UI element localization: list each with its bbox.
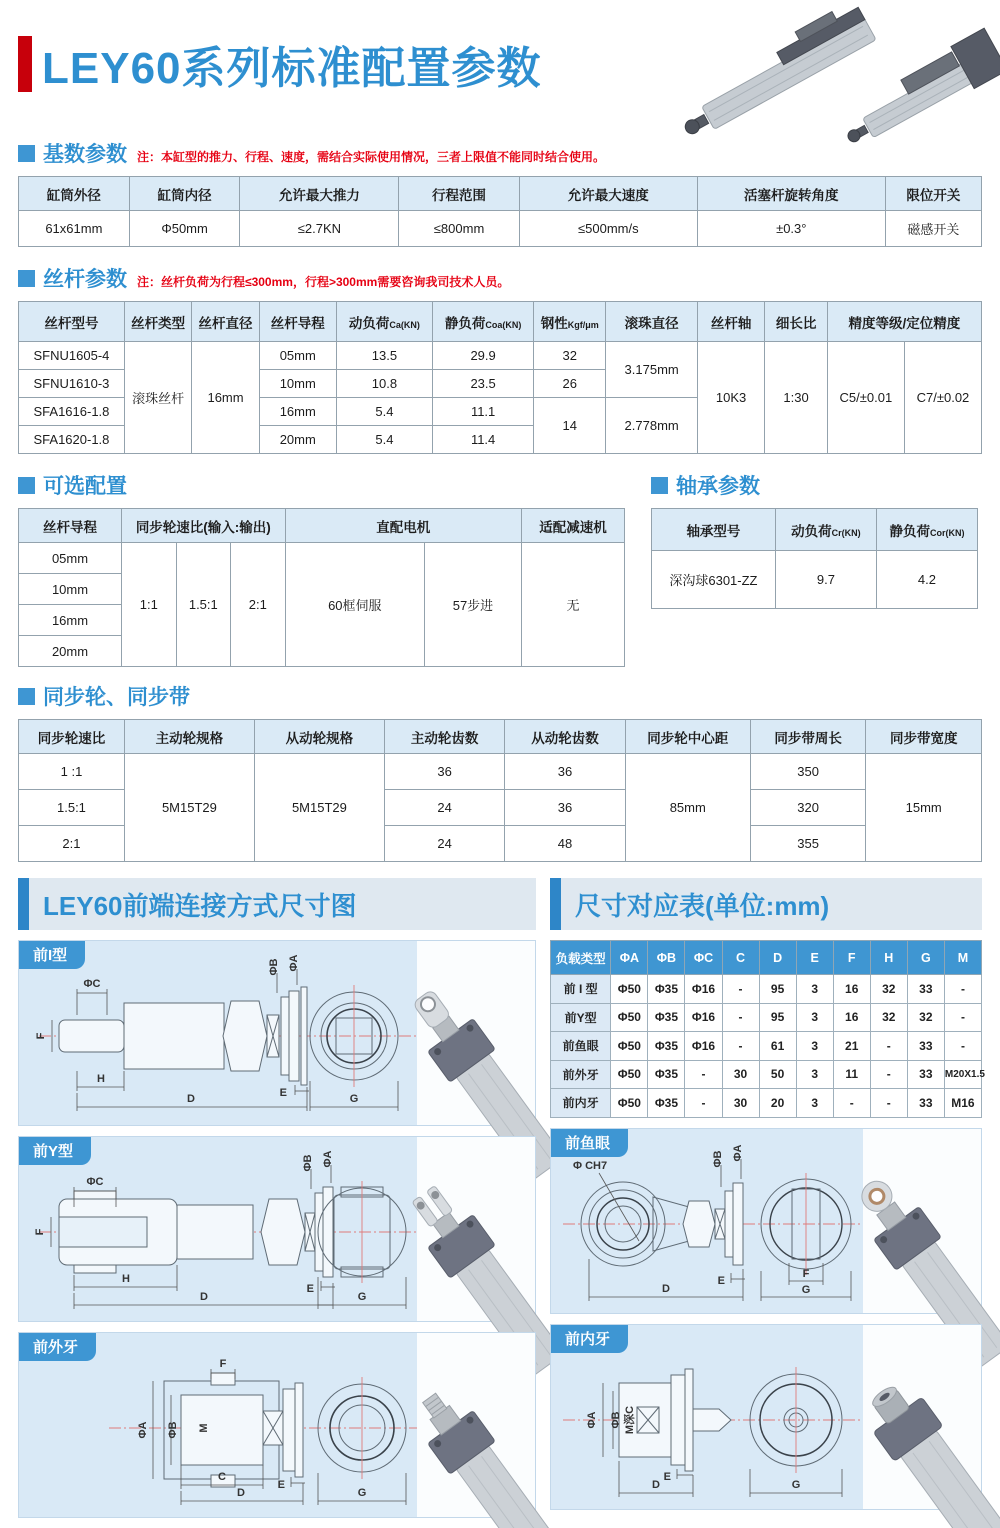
header-sub: Ca(KN) bbox=[389, 319, 420, 330]
cell: Φ50 bbox=[611, 1089, 648, 1118]
panel-front-internal-thread bbox=[550, 1324, 982, 1510]
cell: 2.778mm bbox=[606, 398, 697, 454]
cell: M16 bbox=[944, 1089, 981, 1118]
cell: 32 bbox=[870, 975, 907, 1004]
cell: 16 bbox=[833, 975, 870, 1004]
dim-label-h: H bbox=[97, 1073, 105, 1085]
cell: 60框伺服 bbox=[285, 543, 424, 667]
cell: 33 bbox=[907, 1089, 944, 1118]
cell: 15mm bbox=[866, 754, 982, 862]
cell: ±0.3° bbox=[697, 211, 885, 247]
sync-table bbox=[18, 719, 982, 862]
cell: 36 bbox=[505, 754, 625, 790]
cell: 85mm bbox=[625, 754, 750, 862]
dim-label-phi-ch7: Φ CH7 bbox=[573, 1159, 608, 1172]
cell: - bbox=[870, 1032, 907, 1061]
section-square-icon bbox=[18, 145, 35, 162]
cell: 355 bbox=[750, 826, 866, 862]
panel-tag: 前I型 bbox=[19, 941, 85, 969]
col-header: 主动轮齿数 bbox=[384, 720, 504, 754]
cell: 2:1 bbox=[231, 543, 286, 667]
page-title: LEY60系列标准配置参数 bbox=[42, 44, 542, 93]
dim-label-d: D bbox=[200, 1291, 208, 1303]
cell: 05mm bbox=[19, 543, 122, 574]
dim-label-e: E bbox=[279, 1087, 287, 1099]
header bbox=[18, 10, 982, 128]
cell: 30 bbox=[722, 1060, 759, 1089]
banner-title: LEY60前端连接方式尺寸图 bbox=[43, 890, 357, 921]
table-row bbox=[551, 1003, 982, 1032]
cell: 3 bbox=[796, 975, 833, 1004]
dim-label-h: H bbox=[122, 1273, 130, 1285]
cell: 320 bbox=[750, 790, 866, 826]
section-square-icon bbox=[651, 477, 668, 494]
dim-label-e: E bbox=[717, 1274, 725, 1287]
cell: 1:1 bbox=[122, 543, 177, 667]
cell: 13.5 bbox=[336, 342, 432, 370]
cell: 32 bbox=[870, 1003, 907, 1032]
dim-label-d: D bbox=[652, 1478, 660, 1491]
col-header: 滚珠直径 bbox=[606, 302, 697, 342]
cell: 95 bbox=[759, 1003, 796, 1032]
table-header-row bbox=[652, 509, 978, 551]
dim-label-g: G bbox=[357, 1291, 367, 1303]
cell: 20mm bbox=[19, 636, 122, 667]
cell: 1 :1 bbox=[19, 754, 125, 790]
banner-row bbox=[18, 878, 982, 930]
cell: 61 bbox=[759, 1032, 796, 1061]
col-header: 精度等级/定位精度 bbox=[827, 302, 981, 342]
panel-tag: 前外牙 bbox=[19, 1333, 96, 1361]
banner-bar bbox=[550, 878, 561, 930]
front-i-type-drawing bbox=[19, 941, 419, 1127]
table-row bbox=[652, 551, 978, 609]
dim-label-phi-c: ΦC bbox=[86, 1176, 104, 1188]
col-header: 从动轮规格 bbox=[254, 720, 384, 754]
header-main: 静负荷 bbox=[889, 523, 930, 539]
col-header: 丝杆导程 bbox=[19, 509, 122, 543]
row-header: 前Y型 bbox=[551, 1003, 611, 1032]
drawings-left-column bbox=[18, 940, 536, 1528]
cell: 3 bbox=[796, 1089, 833, 1118]
panel-tag: 前Y型 bbox=[19, 1137, 91, 1165]
col-header: 同步带周长 bbox=[750, 720, 866, 754]
col-header bbox=[775, 509, 876, 551]
dim-label-g: G bbox=[349, 1093, 359, 1105]
col-header: G bbox=[907, 941, 944, 975]
section-title: 丝杆参数 bbox=[43, 268, 127, 291]
dim-label-phi-b: ΦB bbox=[712, 1150, 724, 1167]
panel-front-external-thread bbox=[18, 1332, 536, 1518]
dim-label-phi-a: ΦA bbox=[586, 1411, 598, 1428]
cell: - bbox=[944, 975, 981, 1004]
col-header: 缸筒外径 bbox=[19, 177, 130, 211]
col-header: 适配减速机 bbox=[521, 509, 624, 543]
cell: 16mm bbox=[192, 342, 259, 454]
cell: 5.4 bbox=[336, 426, 432, 454]
col-header: 允许最大推力 bbox=[240, 177, 399, 211]
cell: 1.5:1 bbox=[176, 543, 231, 667]
cell: 26 bbox=[534, 370, 606, 398]
cell: 23.5 bbox=[433, 370, 534, 398]
banner-dimension-table bbox=[550, 878, 982, 930]
section-sync bbox=[18, 681, 982, 711]
front-fisheye-render bbox=[863, 1129, 981, 1315]
cell: SFNU1610-3 bbox=[19, 370, 125, 398]
cell: 20 bbox=[759, 1089, 796, 1118]
row-header: 前内牙 bbox=[551, 1089, 611, 1118]
cell: SFA1616-1.8 bbox=[19, 398, 125, 426]
col-header: 主动轮规格 bbox=[124, 720, 254, 754]
col-header: 丝杆类型 bbox=[124, 302, 191, 342]
banner-bar bbox=[18, 878, 29, 930]
dim-label-g: G bbox=[791, 1478, 801, 1491]
cell: 10mm bbox=[259, 370, 336, 398]
dim-label-phi-b: ΦB bbox=[610, 1411, 622, 1428]
table-row bbox=[551, 1089, 982, 1118]
section-title: 基数参数 bbox=[43, 143, 127, 166]
product-photos bbox=[690, 10, 990, 155]
cell: 1:30 bbox=[765, 342, 828, 454]
front-external-thread-render bbox=[417, 1333, 535, 1519]
col-header bbox=[336, 302, 432, 342]
col-header: ΦA bbox=[611, 941, 648, 975]
cell: C5/±0.01 bbox=[827, 342, 904, 454]
header-sub: Kgf/μm bbox=[567, 319, 599, 330]
bearing-table bbox=[651, 508, 978, 609]
cell: Φ50 bbox=[611, 1032, 648, 1061]
cell: - bbox=[685, 1089, 722, 1118]
cell: Φ50 bbox=[611, 1003, 648, 1032]
col-header bbox=[876, 509, 977, 551]
cell: ≤500mm/s bbox=[519, 211, 697, 247]
cell: Φ35 bbox=[648, 1060, 685, 1089]
cell: - bbox=[685, 1060, 722, 1089]
table-header-row bbox=[19, 720, 982, 754]
render-strip bbox=[417, 941, 535, 1125]
cell: 11 bbox=[833, 1060, 870, 1089]
cell: 5M15T29 bbox=[124, 754, 254, 862]
cell: 11.1 bbox=[433, 398, 534, 426]
front-i-type-render bbox=[417, 941, 535, 1127]
col-header: ΦC bbox=[685, 941, 722, 975]
dim-label-d: D bbox=[187, 1093, 195, 1105]
dim-label-phi-a: ΦA bbox=[732, 1144, 744, 1161]
section-title: 可选配置 bbox=[43, 475, 127, 498]
table-row bbox=[551, 975, 982, 1004]
dim-label-phi-a: ΦA bbox=[322, 1150, 334, 1168]
col-header: M bbox=[944, 941, 981, 975]
dim-label-e: E bbox=[306, 1283, 314, 1295]
col-header: 丝杆型号 bbox=[19, 302, 125, 342]
row-header: 前鱼眼 bbox=[551, 1032, 611, 1061]
cell: 10.8 bbox=[336, 370, 432, 398]
cell: 滚珠丝杆 bbox=[124, 342, 191, 454]
front-internal-thread-render bbox=[863, 1325, 981, 1511]
col-header: 同步带宽度 bbox=[866, 720, 982, 754]
drawings-right-column bbox=[550, 940, 985, 1528]
actuator-photo-left bbox=[670, 0, 876, 141]
drawings-grid bbox=[18, 940, 985, 1528]
cell: 磁感开关 bbox=[885, 211, 981, 247]
dim-label-e: E bbox=[277, 1479, 285, 1491]
table-row bbox=[19, 543, 625, 574]
dim-label-f: F bbox=[34, 1228, 46, 1236]
render-strip bbox=[417, 1137, 535, 1321]
cell: 3 bbox=[796, 1032, 833, 1061]
dim-label-f: F bbox=[219, 1358, 227, 1370]
cell: 3 bbox=[796, 1060, 833, 1089]
panel-front-y-type bbox=[18, 1136, 536, 1322]
col-header: 轴承型号 bbox=[652, 509, 776, 551]
section-note: 注：丝杆负荷为行程≤300mm，行程>300mm需要咨询我司技术人员。 bbox=[137, 275, 510, 289]
col-header: 活塞杆旋转角度 bbox=[697, 177, 885, 211]
render-strip bbox=[863, 1129, 981, 1313]
base-params-table bbox=[18, 176, 982, 247]
cell: 16mm bbox=[259, 398, 336, 426]
cell: Φ16 bbox=[685, 1032, 722, 1061]
cell: - bbox=[722, 1003, 759, 1032]
cell: 16mm bbox=[19, 605, 122, 636]
col-header: H bbox=[870, 941, 907, 975]
col-header: E bbox=[796, 941, 833, 975]
cell: Φ35 bbox=[648, 975, 685, 1004]
cell: Φ50 bbox=[611, 1060, 648, 1089]
cell: 05mm bbox=[259, 342, 336, 370]
cell: Φ35 bbox=[648, 1089, 685, 1118]
header-sub: Coa(KN) bbox=[485, 319, 522, 330]
cell: 10mm bbox=[19, 574, 122, 605]
dim-label-c: C bbox=[218, 1471, 226, 1483]
panel-tag: 前内牙 bbox=[551, 1325, 628, 1353]
cell: 33 bbox=[907, 1032, 944, 1061]
cell: - bbox=[722, 1032, 759, 1061]
col-header: 直配电机 bbox=[285, 509, 521, 543]
cell: - bbox=[870, 1089, 907, 1118]
cell: 2:1 bbox=[19, 826, 125, 862]
panel-tag: 前鱼眼 bbox=[551, 1129, 628, 1157]
dim-label-d: D bbox=[237, 1487, 245, 1499]
row-header: 前外牙 bbox=[551, 1060, 611, 1089]
table-header-row bbox=[551, 941, 982, 975]
cell: 57步进 bbox=[424, 543, 521, 667]
render-strip bbox=[863, 1325, 981, 1509]
cell: 无 bbox=[521, 543, 624, 667]
cell: 30 bbox=[722, 1089, 759, 1118]
front-y-type-render bbox=[417, 1137, 535, 1323]
title-accent-bar bbox=[18, 36, 32, 92]
dim-label-phi-a: ΦA bbox=[137, 1421, 149, 1439]
cell: 24 bbox=[384, 790, 504, 826]
section-square-icon bbox=[18, 688, 35, 705]
section-title: 同步轮、同步带 bbox=[43, 686, 190, 709]
dim-label-g: G bbox=[801, 1283, 811, 1296]
table-row bbox=[19, 342, 982, 370]
cell: Φ16 bbox=[685, 1003, 722, 1032]
cell: Φ35 bbox=[648, 1003, 685, 1032]
cell: 10K3 bbox=[697, 342, 764, 454]
col-header: 同步轮速比(输入:输出) bbox=[122, 509, 286, 543]
section-title: 轴承参数 bbox=[676, 475, 760, 498]
dim-label-phi-b: ΦB bbox=[167, 1421, 179, 1439]
table-row bbox=[19, 754, 982, 790]
panel-front-i-type bbox=[18, 940, 536, 1126]
col-header: 从动轮齿数 bbox=[505, 720, 625, 754]
header-main: 静负荷 bbox=[444, 315, 486, 331]
table-row bbox=[551, 1060, 982, 1089]
cell: 14 bbox=[534, 398, 606, 454]
cell: 50 bbox=[759, 1060, 796, 1089]
col-header: 缸筒内径 bbox=[129, 177, 240, 211]
cell: - bbox=[944, 1003, 981, 1032]
header-main: 动负荷 bbox=[348, 315, 390, 331]
dim-label-d: D bbox=[662, 1282, 670, 1295]
section-square-icon bbox=[18, 270, 35, 287]
cell: 5.4 bbox=[336, 398, 432, 426]
col-header: 同步轮中心距 bbox=[625, 720, 750, 754]
table-header-row bbox=[19, 302, 982, 342]
optional-and-bearing-row bbox=[18, 460, 982, 667]
cell: - bbox=[833, 1089, 870, 1118]
dim-label-f: F bbox=[802, 1267, 810, 1280]
col-header: C bbox=[722, 941, 759, 975]
section-note: 注：本缸型的推力、行程、速度，需结合实际使用情况，三者上限值不能同时结合使用。 bbox=[137, 150, 606, 164]
col-header: 丝杆轴 bbox=[697, 302, 764, 342]
header-sub: Cr(KN) bbox=[831, 527, 861, 538]
cell: 深沟球6301-ZZ bbox=[652, 551, 776, 609]
cell: 9.7 bbox=[775, 551, 876, 609]
cell: 32 bbox=[534, 342, 606, 370]
cell: Φ50 bbox=[611, 975, 648, 1004]
col-header: 丝杆导程 bbox=[259, 302, 336, 342]
section-square-icon bbox=[18, 477, 35, 494]
cell: 4.2 bbox=[876, 551, 977, 609]
section-optional bbox=[18, 470, 625, 500]
cell: SFA1620-1.8 bbox=[19, 426, 125, 454]
cell: SFNU1605-4 bbox=[19, 342, 125, 370]
cell: ≤800mm bbox=[399, 211, 519, 247]
header-main: 动负荷 bbox=[791, 523, 832, 539]
col-header: 细长比 bbox=[765, 302, 828, 342]
dim-label-phi-b: ΦB bbox=[302, 1154, 314, 1172]
panel-front-fisheye bbox=[550, 1128, 982, 1314]
cell: 3 bbox=[796, 1003, 833, 1032]
cell: 61x61mm bbox=[19, 211, 130, 247]
cell: - bbox=[944, 1032, 981, 1061]
cell: 20mm bbox=[259, 426, 336, 454]
table-header-row bbox=[19, 509, 625, 543]
col-header: ΦB bbox=[648, 941, 685, 975]
cell: 36 bbox=[384, 754, 504, 790]
dimension-table bbox=[550, 940, 985, 1118]
cell: M20X1.5 bbox=[944, 1060, 981, 1089]
row-header: 前 I 型 bbox=[551, 975, 611, 1004]
cell: ≤2.7KN bbox=[240, 211, 399, 247]
cell: 33 bbox=[907, 975, 944, 1004]
cell: 11.4 bbox=[433, 426, 534, 454]
dim-label-f: F bbox=[35, 1032, 47, 1040]
cell: 32 bbox=[907, 1003, 944, 1032]
dim-label-g: G bbox=[357, 1487, 367, 1499]
cell: - bbox=[722, 975, 759, 1004]
section-screw-params bbox=[18, 263, 982, 293]
optional-config-table bbox=[18, 508, 625, 667]
table-header-row bbox=[19, 177, 982, 211]
cell: 1.5:1 bbox=[19, 790, 125, 826]
cell: Φ16 bbox=[685, 975, 722, 1004]
render-strip bbox=[417, 1333, 535, 1517]
cell: 16 bbox=[833, 1003, 870, 1032]
cell: 3.175mm bbox=[606, 342, 697, 398]
optional-config-section bbox=[18, 460, 625, 667]
col-header: 限位开关 bbox=[885, 177, 981, 211]
screw-params-table bbox=[18, 301, 982, 454]
cell: 29.9 bbox=[433, 342, 534, 370]
col-header bbox=[534, 302, 606, 342]
col-header: F bbox=[833, 941, 870, 975]
header-main: 钢性 bbox=[540, 315, 568, 331]
dim-label-phi-b: ΦB bbox=[268, 958, 280, 976]
cell: Φ35 bbox=[648, 1032, 685, 1061]
cell: 21 bbox=[833, 1032, 870, 1061]
cell: 24 bbox=[384, 826, 504, 862]
col-header: 允许最大速度 bbox=[519, 177, 697, 211]
col-header: 同步轮速比 bbox=[19, 720, 125, 754]
cell: Φ50mm bbox=[129, 211, 240, 247]
dim-label-m: M bbox=[198, 1423, 210, 1433]
cell: - bbox=[870, 1060, 907, 1089]
dim-label-phi-a: ΦA bbox=[288, 954, 300, 972]
section-bearing bbox=[651, 470, 978, 500]
col-header: 丝杆直径 bbox=[192, 302, 259, 342]
bearing-section bbox=[651, 460, 978, 667]
col-header: D bbox=[759, 941, 796, 975]
table-row bbox=[19, 211, 982, 247]
dim-label-e: E bbox=[663, 1470, 671, 1483]
col-header: 负载类型 bbox=[551, 941, 611, 975]
header-sub: Cor(KN) bbox=[929, 527, 965, 538]
dim-label-phi-c: ΦC bbox=[83, 978, 101, 990]
cell: 350 bbox=[750, 754, 866, 790]
banner-title: 尺寸对应表(单位:mm) bbox=[575, 890, 830, 921]
cell: 33 bbox=[907, 1060, 944, 1089]
dim-label-m-depth-c: M深C bbox=[624, 1405, 636, 1434]
cell: 36 bbox=[505, 790, 625, 826]
col-header bbox=[433, 302, 534, 342]
cell: C7/±0.02 bbox=[904, 342, 981, 454]
cell: 95 bbox=[759, 975, 796, 1004]
cell: 5M15T29 bbox=[254, 754, 384, 862]
banner-dimension-drawings bbox=[18, 878, 536, 930]
table-row bbox=[551, 1032, 982, 1061]
col-header: 行程范围 bbox=[399, 177, 519, 211]
cell: 48 bbox=[505, 826, 625, 862]
